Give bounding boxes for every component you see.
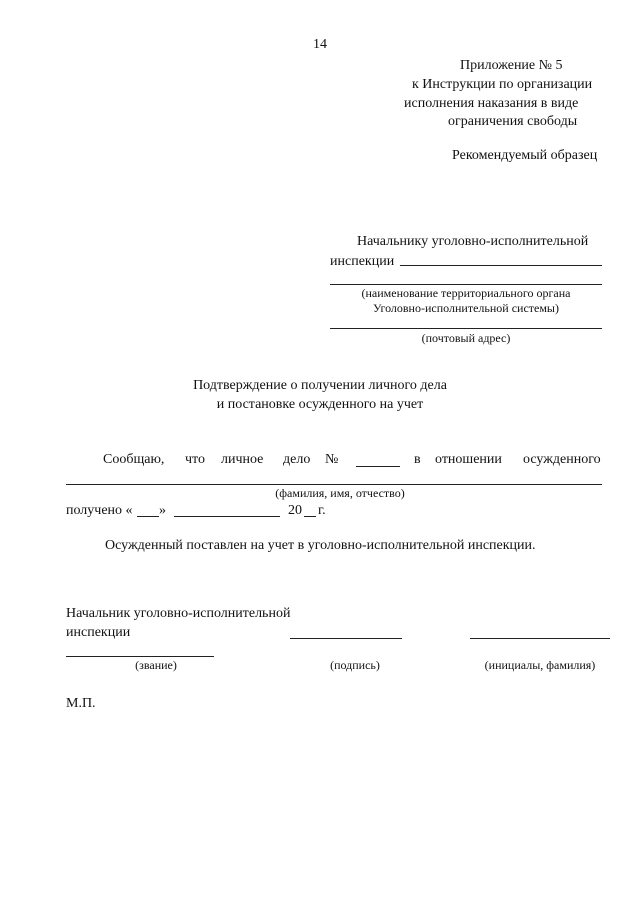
body-word-in: в	[414, 452, 421, 467]
stamp-place: М.П.	[66, 696, 96, 711]
caption-signature: (подпись)	[330, 658, 380, 672]
received-prefix: получено «	[66, 503, 133, 518]
body-word-report: Сообщаю,	[103, 452, 165, 467]
received-quote-close: »	[159, 503, 166, 518]
body-word-number-sign: №	[325, 452, 339, 467]
signature-chief: Начальник уголовно-исполнительной	[66, 606, 291, 621]
body-word-convict: осужденного	[523, 452, 601, 467]
registered-statement: Осужденный поставлен на учет в уголовно-исполнительной инспекции.	[105, 538, 536, 553]
full-name-line	[66, 484, 602, 485]
received-month-line	[174, 516, 280, 517]
received-year-suffix: г.	[318, 503, 326, 518]
body-word-regarding: отношении	[435, 452, 502, 467]
received-year: 20	[288, 503, 302, 518]
received-day-line	[137, 516, 159, 517]
caption-territorial-organ: (наименование территориального органа	[361, 286, 571, 300]
caption-full-name: (фамилия, имя, отчество)	[275, 486, 405, 500]
title-line-1: Подтверждение о получении личного дела	[193, 378, 447, 393]
header-execution: исполнения наказания в виде	[404, 96, 579, 111]
addressee-inspection: инспекции	[330, 254, 395, 269]
received-year-line	[304, 516, 316, 517]
body-word-personal: личное	[221, 452, 264, 467]
addressee-chief: Начальнику уголовно-исполнительной	[357, 234, 589, 249]
body-word-that: что	[185, 452, 205, 467]
signature-inspection: инспекции	[66, 625, 131, 640]
territorial-organ-line	[330, 284, 602, 285]
rank-line	[66, 656, 214, 657]
recommended-sample: Рекомендуемый образец	[452, 148, 598, 163]
file-number-line	[356, 466, 400, 467]
caption-postal-address: (почтовый адрес)	[421, 331, 511, 345]
postal-address-line	[330, 328, 602, 329]
initials-line	[470, 638, 610, 639]
signature-line	[290, 638, 402, 639]
header-appendix: Приложение № 5	[460, 58, 563, 73]
caption-penal-system: Уголовно-исполнительной системы)	[373, 301, 559, 315]
page-number: 14	[313, 37, 327, 52]
header-instruction: к Инструкции по организации	[412, 77, 593, 92]
inspection-name-line	[400, 265, 602, 266]
caption-rank: (звание)	[135, 658, 177, 672]
caption-initials: (инициалы, фамилия)	[484, 658, 596, 672]
header-restriction: ограничения свободы	[448, 114, 578, 129]
body-word-file: дело	[283, 452, 311, 467]
title-line-2: и постановке осужденного на учет	[216, 397, 424, 412]
